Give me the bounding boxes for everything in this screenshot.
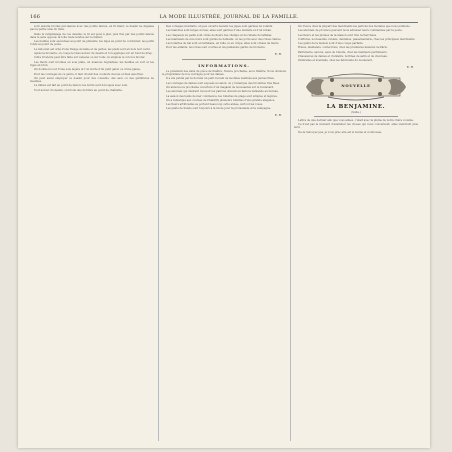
paragraph: Les chapeaux de paille sont ornés de fleurs des champs et de rubans de taffetas. bbox=[166, 33, 273, 37]
paragraph: On peut aussi employer ce dessin pour des coussins, des sacs ou des garnitures de meubles. bbox=[30, 76, 154, 84]
signature: E. R. bbox=[274, 112, 282, 117]
paragraph: Il a été publié par la Société un petit recueil de modèles destinés aux jeunes filles. bbox=[166, 77, 275, 81]
header-rule bbox=[30, 22, 418, 23]
paragraph: Les abonnés qui désirent recevoir les patrons doivent en faire la demande au bureau. bbox=[166, 90, 279, 94]
paragraph: Tout autour du dessin, on brode une bordure au point de chaînette. bbox=[34, 88, 123, 92]
paragraph: Dans le remplissage de ces dessins, le fil est posé à plat, puis fixé par des points lancés dans le sens opposé; la toile reste tendue sur le métier. bbox=[30, 32, 154, 39]
column-1-text bbox=[30, 25, 154, 92]
paragraph: Les fleurs et les plumes de la maison sont très recherchées. bbox=[298, 33, 377, 37]
paragraph: Ce n'est pas le moment d'examiner les choses qui nous concernent; elles viendront plus tard. bbox=[294, 122, 418, 130]
signature: E. R. bbox=[274, 51, 282, 56]
paragraph: Les gants de Suède sont toujours à la mode pour la promenade et la campagne. bbox=[166, 107, 272, 111]
nouvelle-label: NOUVELLE bbox=[341, 83, 371, 88]
paragraph: Après la broderie, on coupe le tissu autour du dessin et l'on applique sur un fond de drap. bbox=[34, 52, 153, 56]
paragraph: On a remarqué aux courses de Chantilly plusieurs toilettes d'une grande élégance. bbox=[166, 98, 276, 102]
column-2 bbox=[162, 25, 286, 441]
story-title: LA BENJAMINE. bbox=[326, 103, 386, 110]
paragraph: Les manches sont larges du bas; elles sont garnies d'une dentelle et d'un ruban. bbox=[166, 29, 272, 33]
story-text bbox=[294, 119, 418, 134]
section-rule bbox=[314, 116, 398, 117]
section-title-informations: INFORMATIONS. bbox=[198, 62, 250, 68]
paragraph: Coiffures, nouveautés, rubans, dentelles, passementerie, chez les principaux marchands. bbox=[298, 37, 416, 41]
column-2-text bbox=[162, 25, 286, 50]
paragraph: Cette broderie peut être faite sur canevas ou sur toile; on emploie le coton à broder. bbox=[34, 56, 146, 60]
column-separator bbox=[290, 25, 291, 441]
column-3 bbox=[294, 25, 418, 441]
paragraph: Les fleurs sont brodées en soie plate, en nuances dégradées; les feuilles en vert et les tiges en brun. bbox=[30, 60, 154, 67]
column-1 bbox=[30, 25, 154, 441]
paragraph: Les mantelets de soie noire sont garnis de dentelle; on les porte avec des robes claires. bbox=[166, 37, 282, 41]
paragraph: sont ensuite brodés par-dessus avec des points lancés, en fil blanc; le dessin ne dépasse pas la partie unie du tissu. bbox=[30, 25, 154, 32]
signature: E. R. bbox=[406, 64, 414, 69]
paragraph: Des corsages montants, un peu ouverts devant; les jupes sont garnies de volants. bbox=[166, 25, 274, 28]
paragraph: Chaussures de dames et d'enfants, bottines de satin et de chevreau. bbox=[298, 55, 388, 59]
paragraph: Le milieu est fait au point de feston; les bords sont découpés avec soin. bbox=[34, 84, 128, 88]
nouvelle-banner bbox=[298, 72, 414, 102]
story-subtitle: (Suite.) bbox=[351, 110, 361, 114]
paragraph: On annonce la prochaine ouverture d'un magasin de nouveautés sur le boulevard. bbox=[166, 85, 275, 89]
paragraph: Les ouvrages de dames sont exposés au salon; on y remarque des broderies très fines. bbox=[166, 81, 280, 85]
journal-title: LA MODE ILLUSTRÉE, JOURNAL DE LA FAMILLE. bbox=[159, 13, 299, 20]
paragraph: Les fleurs artificielles se portent beaucoup cette année, surtout les roses. bbox=[166, 103, 263, 107]
paragraph: Parfumerie, savons, eaux de toilette, chez les meilleurs parfumeurs. bbox=[298, 50, 388, 54]
paragraph: Les toilettes de bal sont en tarlatane, en tulle ou en crêpe; elles sont ornées de fleurs. bbox=[166, 42, 280, 46]
paragraph: La saison des bains de mer commence; les toilettes de plage sont simples et légères. bbox=[166, 94, 278, 98]
section-rule bbox=[182, 59, 266, 60]
paragraph: On trouve chez la plupart des marchands les patrons des modèles que nous publions. bbox=[298, 25, 411, 28]
journal-page bbox=[18, 8, 430, 448]
paragraph: Pour les ouvrages de ce genre, il faut choisir des couleurs douces et bien assorties. bbox=[34, 72, 144, 76]
paragraph: Le président des amis du pièce de théâtre, l'heure prochaine, sa le théâtre. Nous donnons le programme de nos ouvrages pour les dames. bbox=[162, 69, 286, 77]
paragraph: Le tabouret est orné d'une frange de laine et de perles; les pieds sont en bois noir verni. bbox=[34, 47, 151, 51]
paragraph: Pour les enfants, les robes sont courtes et les pantalons garnis de broderie. bbox=[166, 46, 266, 50]
paragraph: Robes, mantelets, confections, chez les premières maisons de Paris. bbox=[298, 46, 388, 50]
paragraph: Ombrelles et éventails, chez les fabricants du boulevard. bbox=[298, 59, 373, 63]
paragraph: Les gants de la maison sont d'une coupe parfaite. bbox=[298, 42, 364, 46]
paragraph: Les feuilles sont exécutées au point de plumetis, les tiges au point de cordonnet; les petits ronds au point de poste. bbox=[30, 40, 154, 47]
column-3-text bbox=[294, 25, 418, 63]
paragraph: On double le tout d'une soie légère et l'on borde d'un petit galon ou d'une ganse. bbox=[34, 68, 141, 72]
page-number: 166 bbox=[30, 13, 41, 20]
column-separator bbox=[158, 25, 159, 441]
informations-text bbox=[162, 70, 286, 111]
paragraph: Ne la renvoyez pas, je vous prie; elle est si bonne et si dévouée. bbox=[298, 130, 383, 134]
paragraph: Les abonnés de province peuvent nous adresser leurs commandes par la poste. bbox=[298, 29, 403, 33]
page-header bbox=[30, 12, 418, 21]
paragraph: Lettre de une dernier ami que vous aimez, c'était avec la plume de notre chère cousine. bbox=[298, 118, 414, 122]
